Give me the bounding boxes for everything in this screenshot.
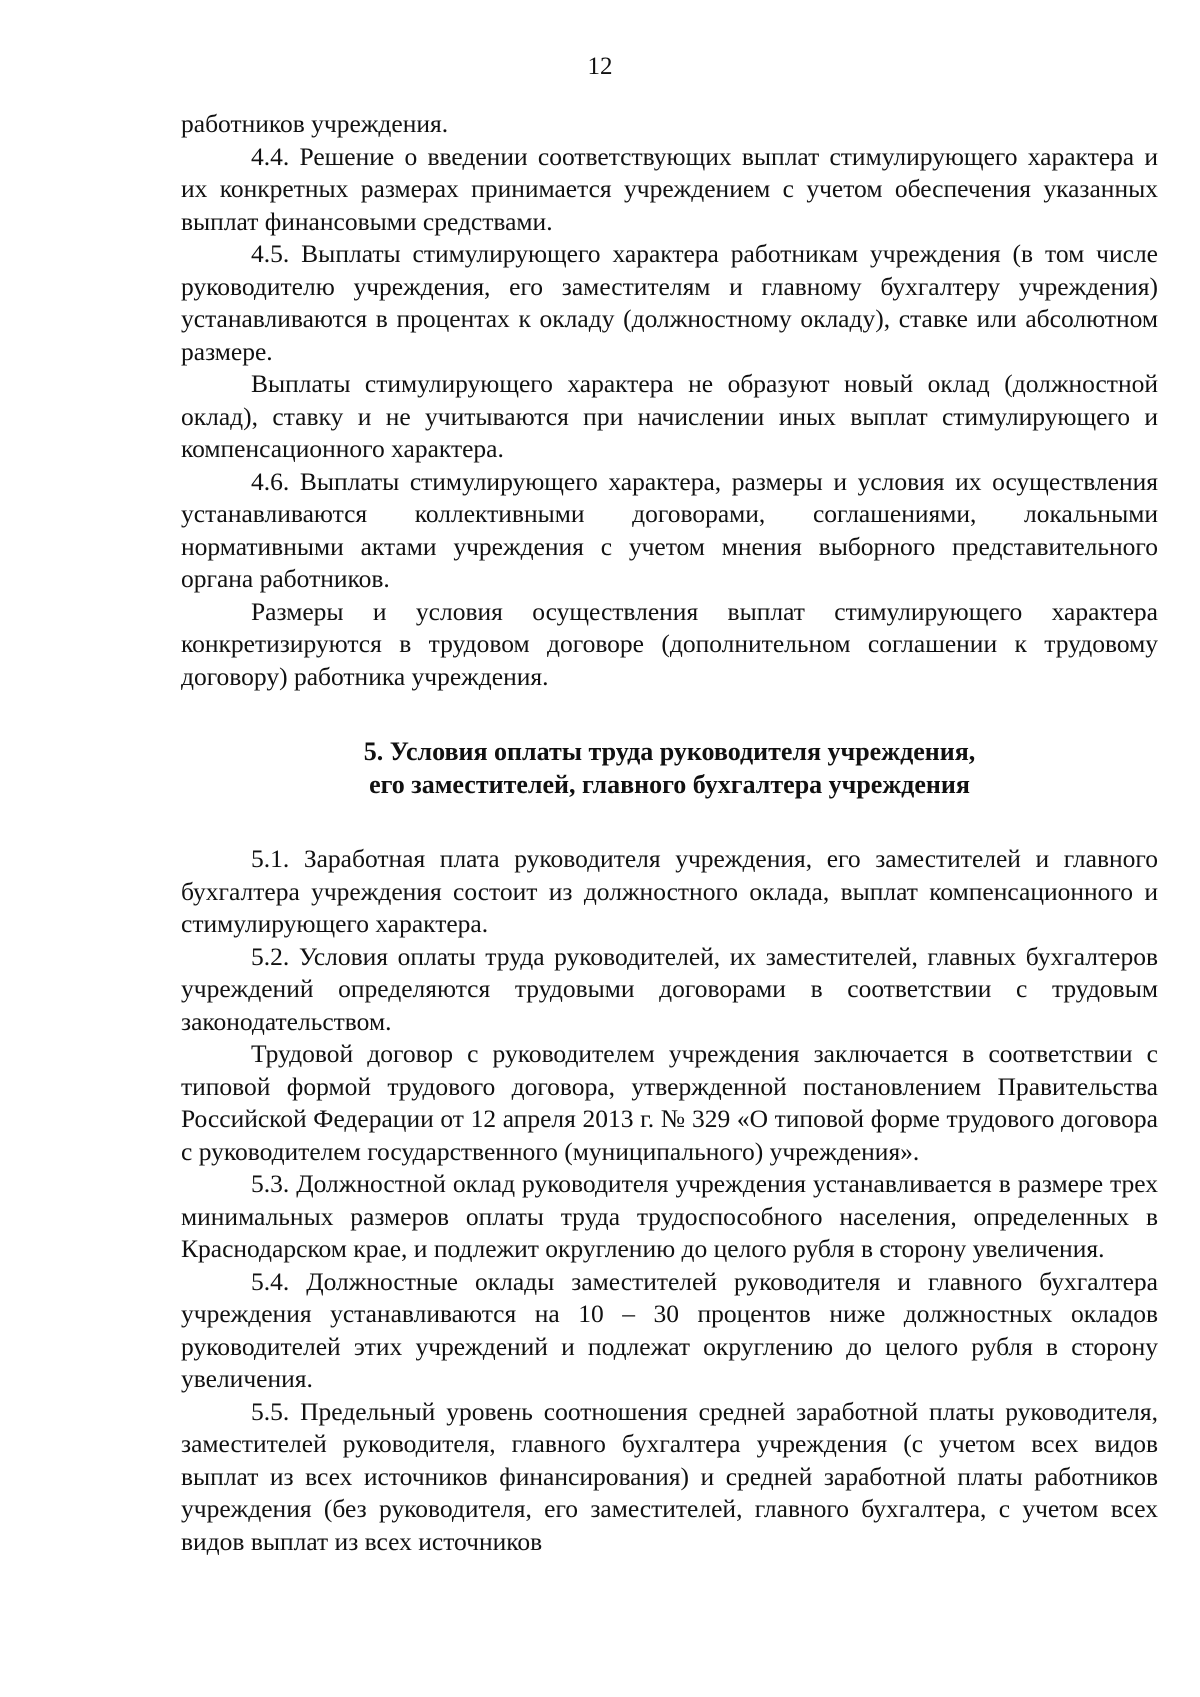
paragraph: Размеры и условия осуществления выплат стимулирующего характера конкретизируются в трудовом договоре (дополнительном соглашении к трудовому договору) работника учреждения. — [181, 596, 1158, 691]
document-body — [181, 108, 1158, 1558]
section-4-continuation — [181, 108, 1158, 693]
heading-line: его заместителей, главного бухгалтера учреждения — [369, 770, 970, 799]
paragraph: Трудовой договор с руководителем учреждения заключается в соответствии с типовой формой трудового договора, утвержденной постановлением Правительства Российской Федерации от 12 апреля 2013 г. № 329 «О типовой форме трудового договора с руководителем государственного (муниципального) учреждения». — [181, 1039, 1158, 1166]
paragraph-5-4: 5.4. Должностные оклады заместителей руководителя и главного бухгалтера учреждения устанавливаются на 10 – 30 процентов ниже должностных окладов руководителей этих учреждений и подлежат округлению до целого рубля в сторону увеличения. — [181, 1266, 1158, 1393]
paragraph-4-6: 4.6. Выплаты стимулирующего характера, размеры и условия их осуществления устанавливаются коллективными договорами, соглашениями, локальными нормативными актами учреждения с учетом мнения выборного представительного органа работников. — [181, 466, 1158, 593]
paragraph-5-5: 5.5. Предельный уровень соотношения средней заработной платы руководителя, заместителей руководителя, главного бухгалтера учреждения (с учетом всех видов выплат из всех источников финансирования) и средней заработной платы работников учреждения (без руководителя, его заместителей, главного бухгалтера, с учетом всех видов выплат из всех источников — [181, 1396, 1158, 1556]
paragraph: Выплаты стимулирующего характера не образуют новый оклад (должностной оклад), ставку и не учитываются при начислении иных выплат стимулирующего и компенсационного характера. — [181, 369, 1158, 463]
paragraph-5-2: 5.2. Условия оплаты труда руководителей, их заместителей, главных бухгалтеров учреждений определяются трудовыми договорами в соответствии с трудовым законодательством. — [181, 941, 1158, 1036]
section-5 — [181, 843, 1158, 1558]
paragraph-5-1: 5.1. Заработная плата руководителя учреждения, его заместителей и главного бухгалтера учреждения состоит из должностного оклада, выплат компенсационного и стимулирующего характера. — [181, 844, 1158, 938]
paragraph-5-3: 5.3. Должностной оклад руководителя учреждения устанавливается в размере трех минимальных размеров оплаты труда трудоспособного населения, определенных в Краснодарском крае, и подлежит округлению до целого рубля в сторону увеличения. — [181, 1169, 1158, 1263]
heading-line: 5. Условия оплаты труда руководителя учреждения, — [363, 737, 976, 766]
paragraph-4-5: 4.5. Выплаты стимулирующего характера работникам учреждения (в том числе руководителю учреждения, его заместителям и главному бухгалтеру учреждения) устанавливаются в процентах к окладу (должностному окладу), ставке или абсолютном размере. — [181, 239, 1158, 366]
page-number: 12 — [587, 53, 613, 80]
paragraph-4-4: 4.4. Решение о введении соответствующих выплат стимулирующего характера и их конкретных размерах принимается учреждением с учетом обеспечения указанных выплат финансовыми средствами. — [181, 141, 1158, 236]
paragraph: работников учреждения. — [181, 109, 449, 138]
section-5-heading — [181, 735, 1158, 801]
